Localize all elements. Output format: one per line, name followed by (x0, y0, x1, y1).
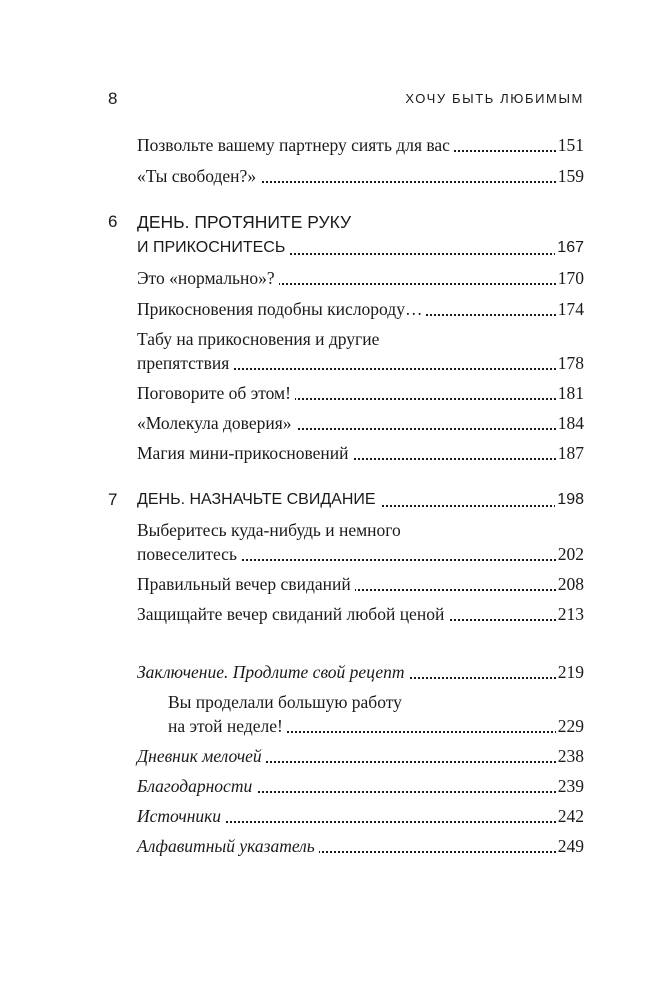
toc-entry-title: Магия мини-прикосновений (137, 441, 352, 465)
toc-entry-title: Источники (137, 804, 225, 828)
toc-entry[interactable] (137, 834, 584, 858)
toc-entry[interactable] (137, 266, 584, 290)
toc-entry[interactable] (137, 774, 584, 798)
toc-entry-page: 229 (557, 716, 584, 736)
toc-entry-page: 219 (557, 662, 584, 682)
toc-entry-title-line2: повеселитесь (137, 542, 241, 566)
toc-entry[interactable] (137, 411, 584, 435)
toc-entry[interactable] (137, 660, 584, 684)
toc-entry-page: 184 (557, 413, 584, 433)
toc-entry-page: 249 (557, 836, 584, 856)
toc-entry[interactable] (137, 381, 584, 405)
toc-entry-page: 178 (557, 353, 584, 373)
toc-entry-page: 208 (557, 574, 584, 594)
toc-entry[interactable] (137, 133, 584, 157)
toc-entry-title: Поговорите об этом! (137, 381, 295, 405)
toc-entry[interactable] (168, 714, 584, 738)
toc-entry[interactable] (137, 572, 584, 596)
toc-entry[interactable] (137, 351, 584, 375)
toc-entry-title: Это «нормально»? (137, 266, 279, 290)
toc-entry-title: Защищайте вечер свиданий любой ценой (137, 602, 448, 626)
toc-entry[interactable] (137, 602, 584, 626)
toc-chapter-entry[interactable] (137, 236, 584, 260)
chapter-title-line1: ДЕНЬ. ПРОТЯНИТЕ РУКУ (137, 212, 352, 232)
toc-entry-page: 213 (557, 604, 584, 624)
toc-entry-title-line1: Вы проделали большую работу (168, 692, 402, 712)
toc-entry-title: Позвольте вашему партнеру сиять для вас (137, 133, 454, 157)
toc-entry[interactable] (137, 804, 584, 828)
toc-entry[interactable] (137, 744, 584, 768)
toc-entry-page: 202 (557, 544, 584, 564)
toc-entry-page: 239 (557, 776, 584, 796)
toc-entry-title: Дневник мелочей (137, 744, 266, 768)
toc-entry-page: 167 (555, 236, 584, 260)
toc-entry-page: 174 (557, 299, 584, 319)
toc-chapter-entry[interactable] (137, 488, 584, 512)
toc-entry-page: 242 (557, 806, 584, 826)
toc-entry-title-line1: Табу на прикосновения и другие (137, 329, 380, 349)
page-header (108, 89, 584, 113)
toc-entry[interactable] (137, 164, 584, 188)
toc-entry-page: 238 (557, 746, 584, 766)
running-title: ХОЧУ БЫТЬ ЛЮБИМЫМ (405, 91, 584, 106)
toc-entry[interactable] (137, 297, 584, 321)
toc-entry-title: «Молекула доверия» (137, 411, 296, 435)
chapter-number: 6 (108, 212, 118, 231)
toc-entry-title-line2: на этой неделе! (168, 714, 287, 738)
chapter-number: 7 (108, 490, 118, 509)
toc-entry-title: Благодарности (137, 774, 256, 798)
toc-entry-page: 198 (555, 488, 584, 512)
toc-entry-title: Алфавитный указатель (137, 834, 319, 858)
toc-entry-page: 170 (557, 268, 584, 288)
toc-entry-title: Прикосновения подобны кислороду… (137, 297, 426, 321)
chapter-title-line2: И ПРИКОСНИТЕСЬ (137, 236, 289, 260)
toc-entry-page: 151 (557, 135, 584, 155)
page-number: 8 (108, 89, 118, 108)
toc-entry[interactable] (137, 542, 584, 566)
toc-entry-page: 181 (557, 383, 584, 403)
toc-entry-title: Заключение. Продлите свой рецепт (137, 660, 409, 684)
toc-entry-page: 187 (557, 443, 584, 463)
toc-entry-title: Правильный вечер свиданий (137, 572, 355, 596)
chapter-title: ДЕНЬ. НАЗНАЧЬТЕ СВИДАНИЕ (137, 488, 380, 512)
toc-entry-title: «Ты свободен?» (137, 164, 260, 188)
toc-entry[interactable] (137, 441, 584, 465)
toc-entry-title-line2: препятствия (137, 351, 233, 375)
toc-entry-page: 159 (557, 166, 584, 186)
toc-entry-title-line1: Выберитесь куда-нибудь и немного (137, 520, 401, 540)
